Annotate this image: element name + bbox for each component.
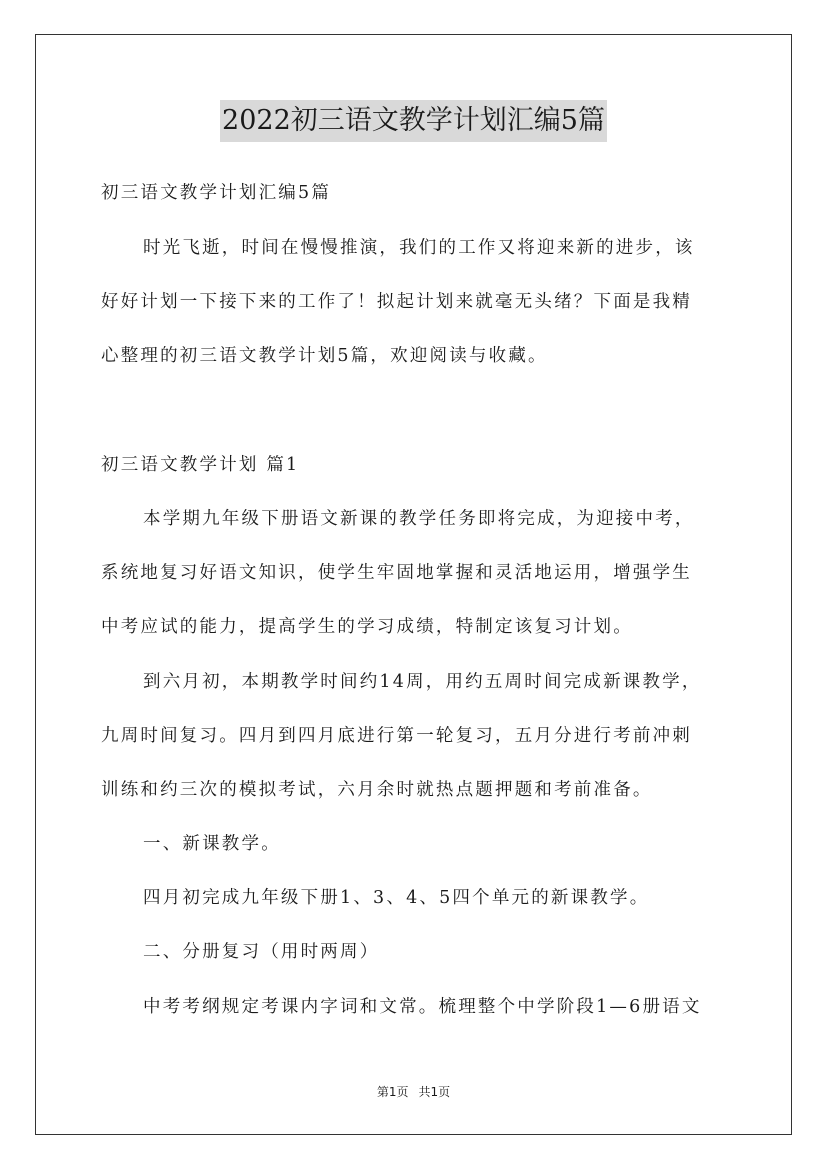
- paragraph-line: 系统地复习好语文知识，使学生牢固地掌握和灵活地运用，增强学生: [101, 563, 692, 583]
- document-title-text: 2022初三语文教学计划汇编5篇: [220, 100, 607, 142]
- paragraph-line: 到六月初，本期教学时间约14周，用约五周时间完成新课教学，: [143, 672, 702, 692]
- section-heading: 初三语文教学计划 篇1: [101, 455, 300, 475]
- document-title: [0, 99, 827, 142]
- paragraph-line: 九周时间复习。四月到四月底进行第一轮复习，五月分进行考前冲刺: [101, 726, 692, 746]
- paragraph-line: 本学期九年级下册语文新课的教学任务即将完成，为迎接中考，: [143, 509, 695, 529]
- page-footer: [0, 1084, 827, 1100]
- paragraph-line: 时光飞逝，时间在慢慢推演，我们的工作又将迎来新的进步，该: [143, 238, 695, 258]
- paragraph-line: 中考考纲规定考课内字词和文常。梳理整个中学阶段1—6册语文: [143, 997, 702, 1017]
- paragraph-line: 四月初完成九年级下册1、3、4、5四个单元的新课教学。: [143, 888, 650, 908]
- paragraph-line: 中考应试的能力，提高学生的学习成绩，特制定该复习计划。: [101, 617, 633, 637]
- section-heading: 一、新课教学。: [143, 834, 281, 854]
- page-number-total: 共1页: [418, 1085, 451, 1099]
- page-number-current: 第1页: [376, 1085, 409, 1099]
- paragraph-line: 训练和约三次的模拟考试，六月余时就热点题押题和考前准备。: [101, 780, 653, 800]
- section-heading: 二、分册复习（用时两周）: [143, 942, 380, 962]
- document-subtitle: 初三语文教学计划汇编5篇: [101, 183, 332, 203]
- paragraph-line: 好好计划一下接下来的工作了！拟起计划来就毫无头绪？下面是我精: [101, 292, 692, 312]
- paragraph-line: 心整理的初三语文教学计划5篇，欢迎阅读与收藏。: [101, 346, 548, 366]
